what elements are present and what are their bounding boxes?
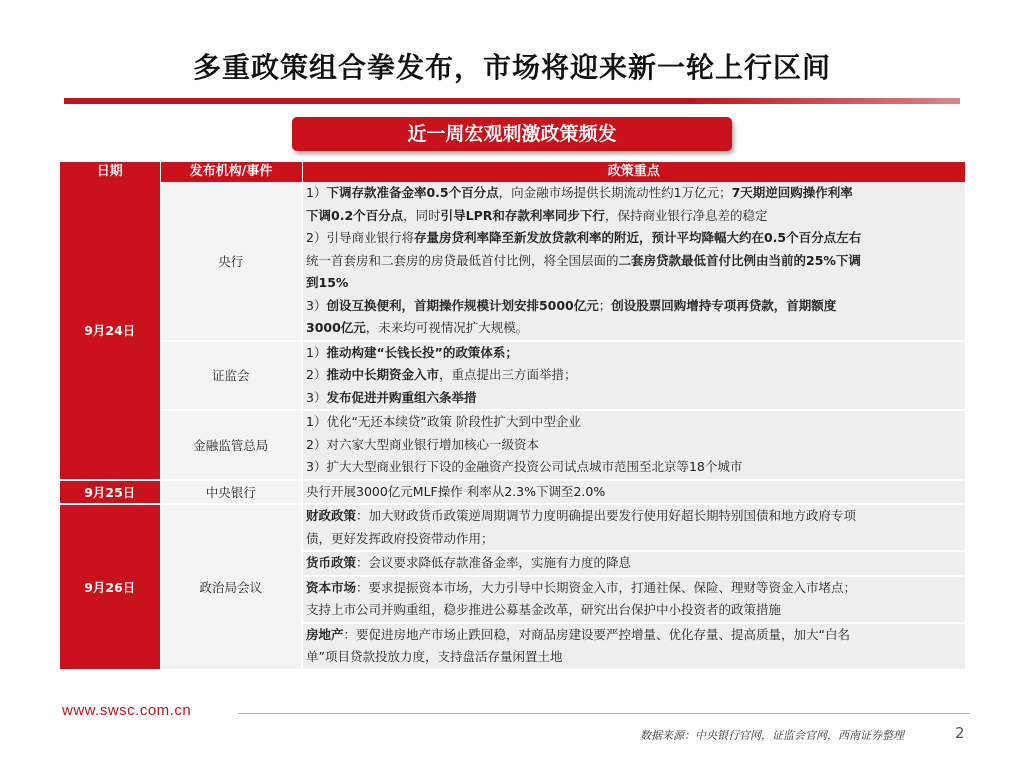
- policy-line: 1）下调存款准备金率0.5个百分点，向金融市场提供长期流动性约1万亿元；7天期逆回购操作利率: [306, 185, 853, 200]
- table-row: [60, 504, 965, 670]
- policy-line: 2）引导商业银行将存量房贷利率降至新发放贷款利率的附近，预计平均降幅大约在0.5个百分点左右: [306, 230, 862, 245]
- page-title: 多重政策组合拳发布，市场将迎来新一轮上行区间: [192, 51, 831, 84]
- date-cell-0924: 9月24日: [60, 182, 160, 480]
- policy-table: [60, 162, 965, 671]
- policy-line: 财政政策：加大财政货币政策逆周期调节力度明确提出要发行使用好超长期特别国债和地方政府专项: [306, 508, 857, 523]
- org-csrc: 证监会: [160, 341, 302, 411]
- date-cell-0925: 9月25日: [60, 480, 160, 505]
- policy-line: 2）推动中长期资金入市，重点提出三方面举措；: [306, 367, 577, 382]
- policy-line: 1）优化“无还本续贷”政策 阶段性扩大到中型企业: [306, 414, 581, 429]
- header-policy: 政策重点: [302, 162, 965, 182]
- page-number: 2: [955, 724, 965, 742]
- header-date: 日期: [60, 162, 160, 182]
- policy-line: 3）发布促进并购重组六条举措: [306, 389, 477, 405]
- policy-line: 3）创设互换便利，首期操作规模计划安排5000亿元；创设股票回购增持专项再贷款，首期额度: [306, 297, 837, 313]
- policy-line: 资本市场：要求提振资本市场，大力引导中长期资金入市，打通社保、保险、理财等资金入市堵点；: [303, 575, 965, 600]
- table-header-row: [60, 162, 965, 182]
- policy-line: 3000亿元，未来均可视情况扩大规模。: [306, 320, 529, 335]
- section-badge: 近一周宏观刺激政策频发: [292, 117, 732, 151]
- policy-line: 货币政策：会议要求降低存款准备金率，实施有力度的降息: [303, 550, 965, 575]
- policy-line: 房地产：要促进房地产市场止跌回稳，对商品房建设要严控增量、优化存量、提高质量，加大“白名: [303, 622, 965, 647]
- title-underline: [64, 98, 960, 104]
- date-cell-0926: 9月26日: [60, 504, 160, 670]
- company-url: www.swsc.com.cn: [62, 702, 192, 719]
- org-nfra: 金融监管总局: [160, 410, 302, 480]
- policy-csrc: [302, 341, 965, 411]
- policy-line: 下调0.2个百分点，同时引导LPR和存款利率同步下行，保持商业银行净息差的稳定: [306, 207, 768, 223]
- policy-line: 3）扩大大型商业银行下设的金融资产投资公司试点城市范围至北京等18个城市: [306, 459, 743, 474]
- policy-line: 债，更好发挥政府投资带动作用；: [306, 530, 494, 546]
- org-central-bank: 中央银行: [160, 480, 302, 505]
- policy-pboc: [302, 182, 965, 341]
- policy-line: 到15%: [306, 275, 349, 290]
- policy-line: 1）推动构建“长钱长投”的政策体系；: [306, 344, 518, 360]
- policy-politburo: [302, 504, 965, 670]
- policy-nfra: [302, 410, 965, 480]
- policy-line: 支持上市公司并购重组，稳步推进公募基金改革，研究出台保护中小投资者的政策措施: [306, 602, 782, 617]
- policy-central-bank: [302, 480, 965, 505]
- header-org: 发布机构/事件: [160, 162, 302, 182]
- table-row: [60, 410, 965, 480]
- policy-line: 统一首套房和二套房的房贷最低首付比例，将全国层面的二套房贷款最低首付比例由当前的25%下调: [306, 252, 861, 268]
- policy-line: 单”项目贷款投放力度，支持盘活存量闲置土地: [306, 649, 563, 664]
- table-row: [60, 480, 965, 505]
- policy-line: 2）对六家大型商业银行增加核心一级资本: [306, 436, 539, 452]
- table-row: [60, 182, 965, 341]
- org-politburo: 政治局会议: [160, 504, 302, 670]
- table-row: [60, 341, 965, 411]
- data-source-note: 数据来源：中央银行官网，证监会官网，西南证券整理: [640, 729, 904, 742]
- org-pboc: 央行: [160, 182, 302, 341]
- footer-divider: [238, 713, 970, 714]
- policy-line: 央行开展3000亿元MLF操作 利率从2.3%下调至2.0%: [306, 483, 606, 499]
